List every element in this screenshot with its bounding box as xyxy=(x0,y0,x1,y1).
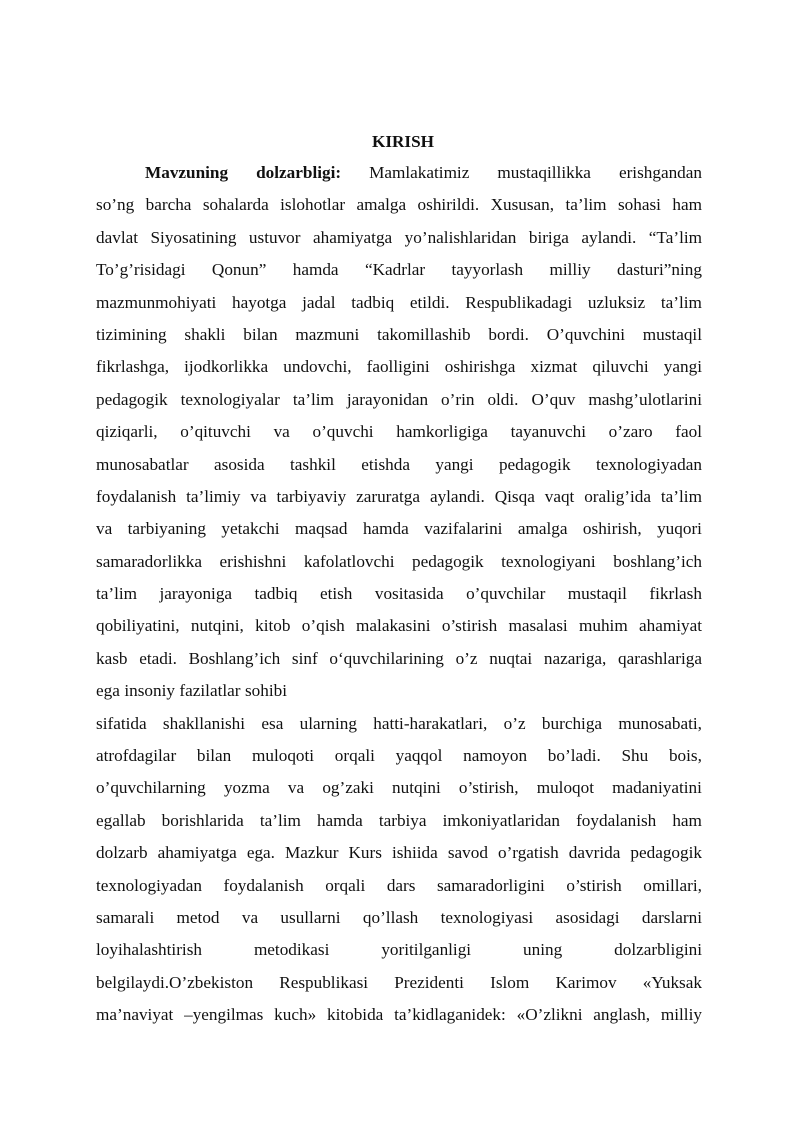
word: ega xyxy=(96,681,120,701)
word: nuqtai xyxy=(489,648,533,668)
word: orqali xyxy=(334,746,375,766)
word: O’quv xyxy=(531,389,576,409)
word: o’quvchilarning xyxy=(96,778,206,798)
word: oldi. xyxy=(487,389,519,409)
word: uzluksiz xyxy=(587,292,646,312)
word: “Kadrlar xyxy=(364,260,426,280)
word: Qisqa xyxy=(494,486,535,506)
word: tarbiya xyxy=(378,810,427,830)
word: milliy xyxy=(549,260,591,280)
word: munosabati, xyxy=(618,713,702,733)
word: Shu xyxy=(621,746,649,766)
word: qiziqarli, xyxy=(96,422,158,442)
word: o’zaro xyxy=(608,422,653,442)
word: samaradorlikka xyxy=(96,551,202,571)
word: fazilatlar xyxy=(179,681,241,701)
word: zaruratga xyxy=(356,486,421,506)
word: usullarni xyxy=(280,907,341,927)
word: ijodkorlikka xyxy=(184,357,269,377)
word: kuch» xyxy=(274,1005,317,1025)
word: boshlang’ich xyxy=(613,551,702,571)
word: sifatida xyxy=(96,713,147,733)
word: o’z xyxy=(455,648,478,668)
word: erishgandan xyxy=(618,163,702,182)
text-line xyxy=(96,772,702,804)
word: oshirish, xyxy=(582,519,642,539)
word: kitobida xyxy=(326,1005,384,1025)
word: texnologiyasi xyxy=(440,907,534,927)
word: Mamlakatimiz xyxy=(369,163,470,182)
word: oshirildi. xyxy=(417,195,480,215)
word: tizimining xyxy=(96,324,167,344)
word: hamkorligiga xyxy=(396,422,488,442)
word: shakli xyxy=(184,324,226,344)
word: metodikasi xyxy=(253,940,330,960)
word: qarashlariga xyxy=(618,648,702,668)
word: Siyosatining xyxy=(150,227,237,247)
word: ishiida xyxy=(391,843,438,863)
lead-word: Mavzuning xyxy=(145,163,229,182)
text-line xyxy=(96,384,702,416)
word: Boshlang’ich xyxy=(188,648,281,668)
word: tadbiq xyxy=(254,584,298,604)
text-line xyxy=(96,416,702,448)
word: dasturi”ning xyxy=(617,260,702,280)
word: va xyxy=(96,519,113,539)
word: malakasini xyxy=(356,616,431,636)
word: asosidagi xyxy=(555,907,620,927)
word: o’stirish, xyxy=(458,778,519,798)
text-line xyxy=(96,254,702,286)
word: Respublikasi xyxy=(279,972,369,992)
word: oshirishga xyxy=(444,357,516,377)
text-line xyxy=(96,546,702,578)
word: nutqini, xyxy=(190,616,244,636)
word: loyihalashtirish xyxy=(96,940,202,960)
word: foydalanish xyxy=(576,810,657,830)
word: samaradorligini xyxy=(436,875,545,895)
word: bordi. xyxy=(488,324,529,344)
word: omillari, xyxy=(643,875,702,895)
word: yangi xyxy=(435,454,474,474)
word: dolzarbligini xyxy=(614,940,702,960)
word: va xyxy=(250,486,267,506)
word: o’rgatish xyxy=(497,843,559,863)
word: imkoniyatlaridan xyxy=(442,810,561,830)
word: tayyorlash xyxy=(451,260,524,280)
word: mustaqillikka xyxy=(497,163,591,182)
word: sohasi xyxy=(617,195,661,215)
word: kafolatlovchi xyxy=(303,551,395,571)
text-line xyxy=(96,610,702,642)
word: sohalarda xyxy=(202,195,269,215)
word: va xyxy=(241,907,259,927)
body-text xyxy=(96,157,702,1032)
text-line xyxy=(96,449,702,481)
word: Mazkur xyxy=(285,843,339,863)
text-line xyxy=(96,643,702,675)
word: o’z xyxy=(503,713,526,733)
word: jarayonidan xyxy=(346,389,429,409)
word: barcha xyxy=(145,195,192,215)
word: masalasi xyxy=(508,616,568,636)
word: so’ng xyxy=(96,195,135,215)
text-line xyxy=(96,999,702,1031)
word: mustaqil xyxy=(642,324,702,344)
word: yozma xyxy=(223,778,270,798)
text-line xyxy=(96,708,702,740)
word: pedagogik xyxy=(96,389,168,409)
word: ularning xyxy=(299,713,357,733)
word: islohotlar xyxy=(280,195,346,215)
word: yo’nalishlaridan xyxy=(404,227,517,247)
section-title: KIRISH xyxy=(371,132,435,151)
text-line xyxy=(96,967,702,999)
word: darslarni xyxy=(641,907,702,927)
word: Respublikadagi xyxy=(465,292,573,312)
word: «O’zlikni xyxy=(516,1005,583,1025)
word: maqsad xyxy=(295,519,348,539)
word: muhim xyxy=(578,616,628,636)
word: ta’lim xyxy=(292,389,334,409)
text-line xyxy=(96,578,702,610)
word: faol xyxy=(675,422,702,442)
word: o’quvchi xyxy=(312,422,374,442)
word: jarayoniga xyxy=(159,584,233,604)
word: ta’lim xyxy=(660,292,702,312)
word: ham xyxy=(672,810,702,830)
word: bois, xyxy=(668,746,702,766)
word: esa xyxy=(261,713,284,733)
word: ta’lim xyxy=(259,810,301,830)
word: yangi xyxy=(663,357,702,377)
word: pedagogik xyxy=(498,454,571,474)
word: yuqori xyxy=(657,519,702,539)
word: samarali xyxy=(96,907,155,927)
word: orqali xyxy=(325,875,366,895)
word: burchiga xyxy=(541,713,603,733)
word: hamda xyxy=(362,519,409,539)
word: ta’lim xyxy=(565,195,607,215)
word: qo’llash xyxy=(362,907,419,927)
word: vaqt xyxy=(544,486,575,506)
text-line xyxy=(96,222,702,254)
word: «Yuksak xyxy=(642,972,702,992)
text-line xyxy=(96,870,702,902)
word: “Ta’lim xyxy=(648,227,702,247)
word: dars xyxy=(386,875,416,895)
word: mazmunmohiyati xyxy=(96,292,217,312)
word: atrofdagilar xyxy=(96,746,177,766)
text-line xyxy=(96,740,702,772)
word: foydalanish xyxy=(96,486,177,506)
word: davrida xyxy=(568,843,621,863)
word: madaniyatini xyxy=(612,778,702,798)
word: ham xyxy=(672,195,702,215)
word: ta’limiy xyxy=(186,486,241,506)
text-line xyxy=(96,513,702,545)
word: belgilaydi.O’zbekiston xyxy=(96,972,254,992)
word: asosida xyxy=(214,454,265,474)
text-line xyxy=(96,157,702,189)
word: ahamiyat xyxy=(638,616,702,636)
word: yaqqol xyxy=(395,746,443,766)
word: texnologiyalar xyxy=(180,389,280,409)
word: o’rin xyxy=(441,389,475,409)
word: muloqoti xyxy=(251,746,315,766)
word: kasb xyxy=(96,648,128,668)
word: davlat xyxy=(96,227,138,247)
word: o‘quvchilarining xyxy=(329,648,444,668)
document-page xyxy=(96,127,702,1032)
lead-word: dolzarbligi: xyxy=(256,163,342,182)
word: qobiliyatini, xyxy=(96,616,180,636)
word: To’g’risidagi xyxy=(96,260,186,280)
word: dolzarb xyxy=(96,843,148,863)
word: etishda xyxy=(361,454,410,474)
word: etildi. xyxy=(409,292,450,312)
word: anglash, xyxy=(593,1005,651,1025)
word: ta’lim xyxy=(96,584,138,604)
word: ega. xyxy=(246,843,275,863)
word: Xususan, xyxy=(490,195,555,215)
word: savod xyxy=(447,843,488,863)
word: sinf xyxy=(291,648,318,668)
word: shakllanishi xyxy=(162,713,246,733)
word: undovchi, xyxy=(283,357,352,377)
word: texnologiyadan xyxy=(595,454,702,474)
word: O’quvchini xyxy=(546,324,626,344)
word: hamda xyxy=(292,260,339,280)
word: jadal xyxy=(302,292,336,312)
word: og’zaki xyxy=(322,778,374,798)
word: ahamiyatga xyxy=(157,843,237,863)
word: Prezidenti xyxy=(394,972,464,992)
word: milliy xyxy=(660,1005,702,1025)
word: tayanuvchi xyxy=(510,422,586,442)
word: mashg’ulotlarini xyxy=(588,389,702,409)
word: etish xyxy=(319,584,353,604)
word: muloqot xyxy=(536,778,595,798)
word: vazifalarini xyxy=(424,519,503,539)
word: Kurs xyxy=(348,843,382,863)
text-line xyxy=(96,481,702,513)
text-line xyxy=(96,351,702,383)
word: amalga xyxy=(517,519,568,539)
word: texnologiyadan xyxy=(96,875,202,895)
word: xizmat xyxy=(530,357,578,377)
word: bilan xyxy=(243,324,278,344)
word: bo’ladi. xyxy=(547,746,601,766)
word: kitob xyxy=(255,616,291,636)
word: ta’lim xyxy=(660,486,702,506)
word: aylandi. xyxy=(429,486,485,506)
word: o’stirish xyxy=(441,616,498,636)
word: insoniy xyxy=(124,681,175,701)
word: faolligini xyxy=(366,357,430,377)
text-line xyxy=(96,287,702,319)
text-line xyxy=(96,805,702,837)
word: Qonun” xyxy=(211,260,267,280)
word: yoritilganligi xyxy=(381,940,472,960)
word: yetakchi xyxy=(221,519,280,539)
word: takomillashib xyxy=(377,324,471,344)
word: ta’kidlaganidek: xyxy=(394,1005,506,1025)
word: biriga xyxy=(528,227,569,247)
word: hamda xyxy=(316,810,363,830)
text-line xyxy=(96,675,702,707)
word: pedagogik xyxy=(412,551,484,571)
word: mustaqil xyxy=(567,584,627,604)
word: nazariga, xyxy=(543,648,607,668)
text-line xyxy=(96,902,702,934)
word: uning xyxy=(523,940,563,960)
word: ustuvor xyxy=(248,227,301,247)
word: foydalanish xyxy=(223,875,304,895)
word: hayotga xyxy=(232,292,287,312)
word: tarbiyaning xyxy=(127,519,206,539)
word: erishishni xyxy=(219,551,287,571)
word: o’qish xyxy=(301,616,345,636)
word: va xyxy=(287,778,305,798)
word: o’quvchilar xyxy=(466,584,546,604)
word: texnologiyani xyxy=(501,551,596,571)
word: bilan xyxy=(196,746,232,766)
word: –yengilmas xyxy=(184,1005,264,1025)
text-line xyxy=(96,837,702,869)
text-line xyxy=(96,319,702,351)
word: ahamiyatga xyxy=(312,227,393,247)
word: Islom xyxy=(490,972,530,992)
word: tadbiq xyxy=(351,292,395,312)
word: nutqini xyxy=(392,778,441,798)
word: egallab xyxy=(96,810,146,830)
word: etadi. xyxy=(139,648,177,668)
word: oralig’ida xyxy=(584,486,652,506)
word: tashkil xyxy=(290,454,336,474)
word: vositasida xyxy=(374,584,444,604)
text-line xyxy=(96,934,702,966)
word: ma’naviyat xyxy=(96,1005,174,1025)
word: Karimov xyxy=(555,972,617,992)
word: va xyxy=(273,422,290,442)
word: metod xyxy=(176,907,220,927)
word: munosabatlar xyxy=(96,454,189,474)
word: borishlarida xyxy=(161,810,244,830)
word: hatti-harakatlari, xyxy=(373,713,488,733)
word: mazmuni xyxy=(295,324,360,344)
word: o’stirish xyxy=(566,875,622,895)
word: fikrlash xyxy=(649,584,702,604)
word: fikrlashga, xyxy=(96,357,170,377)
word: o’qituvchi xyxy=(180,422,251,442)
text-line xyxy=(96,189,702,221)
word: tarbiyaviy xyxy=(276,486,347,506)
word: namoyon xyxy=(463,746,528,766)
word: pedagogik xyxy=(630,843,702,863)
word: sohibi xyxy=(244,681,287,701)
word: amalga xyxy=(356,195,407,215)
word: qiluvchi xyxy=(592,357,649,377)
word: aylandi. xyxy=(581,227,637,247)
